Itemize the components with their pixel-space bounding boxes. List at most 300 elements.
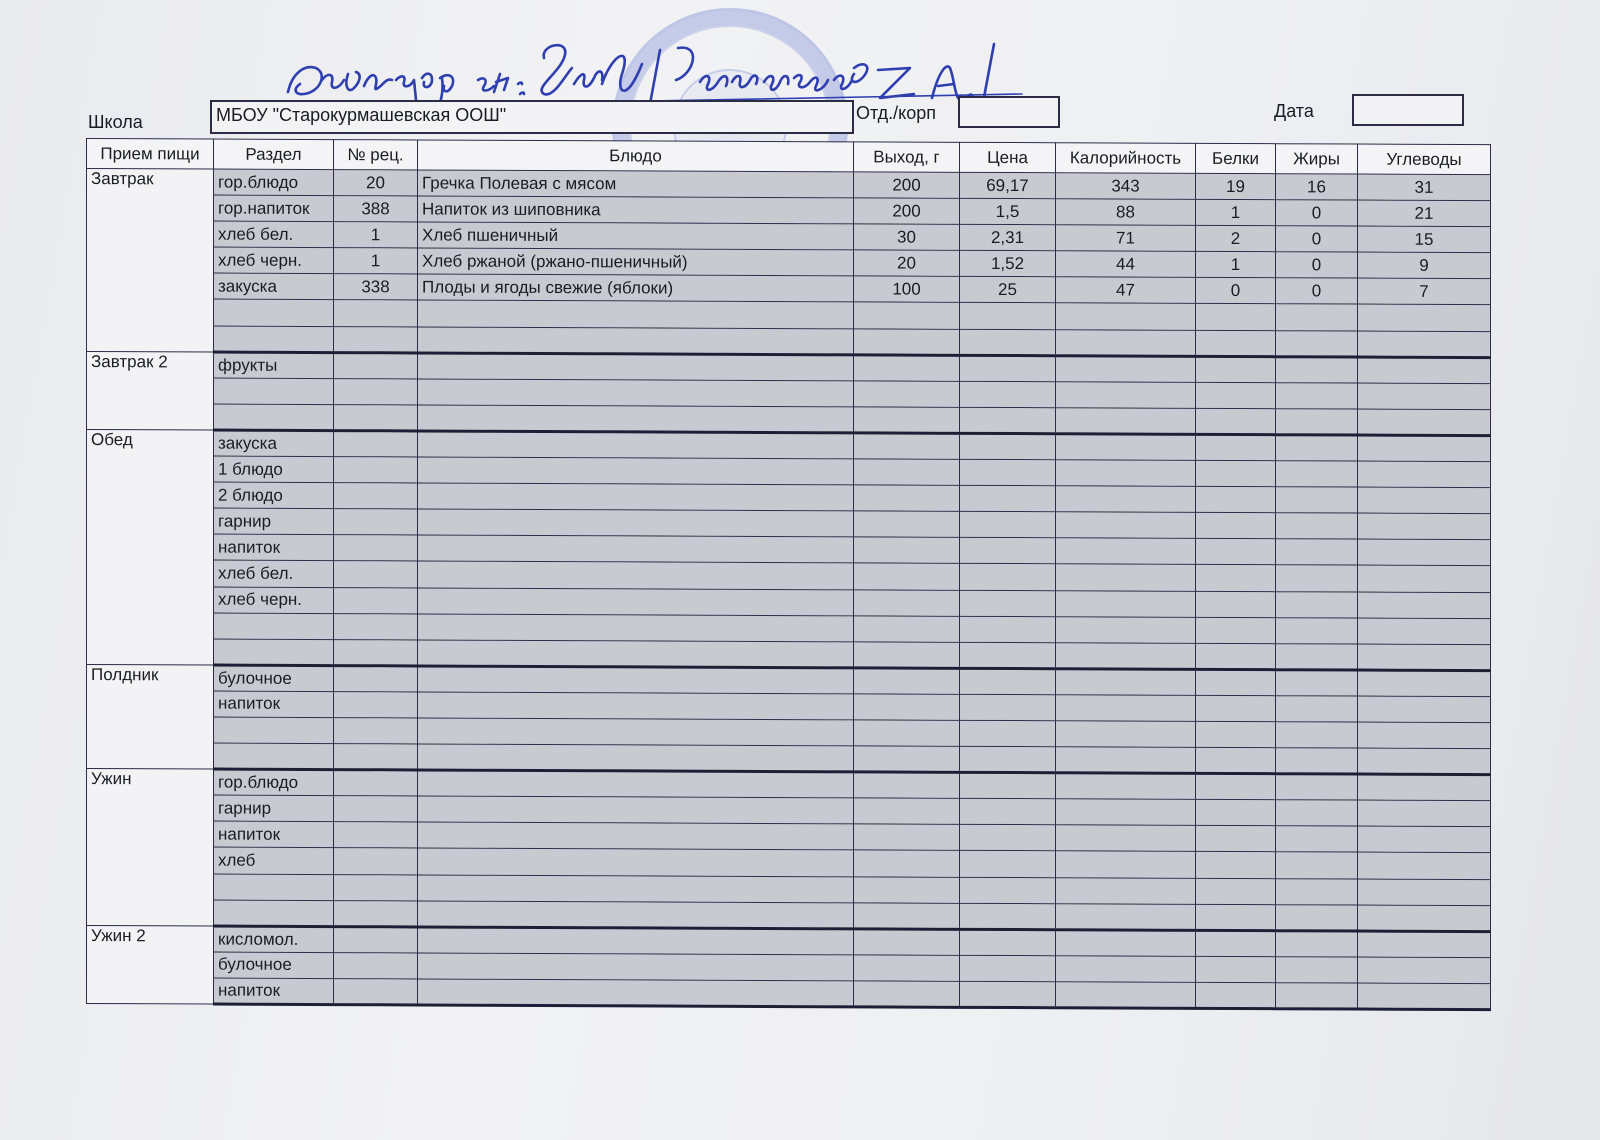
- dish-cell[interactable]: [418, 927, 854, 955]
- recipe-cell[interactable]: 338: [334, 274, 418, 300]
- section-cell[interactable]: гарнир: [214, 508, 334, 535]
- carbs-cell[interactable]: [1358, 696, 1491, 723]
- fat-cell[interactable]: [1276, 930, 1358, 956]
- fat-cell[interactable]: [1276, 304, 1358, 330]
- dish-cell[interactable]: [418, 901, 854, 929]
- recipe-cell[interactable]: [334, 874, 418, 900]
- price-cell[interactable]: [960, 720, 1056, 747]
- fat-cell[interactable]: [1276, 826, 1358, 852]
- recipe-cell[interactable]: [334, 587, 418, 613]
- recipe-cell[interactable]: [334, 978, 418, 1004]
- kcal-cell[interactable]: [1056, 564, 1196, 591]
- fat-cell[interactable]: [1276, 696, 1358, 722]
- yield-cell[interactable]: [854, 537, 960, 564]
- section-cell[interactable]: хлеб: [214, 847, 334, 874]
- protein-cell[interactable]: 1: [1196, 252, 1276, 278]
- yield-cell[interactable]: [854, 981, 960, 1008]
- price-cell[interactable]: [960, 590, 1056, 617]
- kcal-cell[interactable]: [1056, 982, 1196, 1009]
- yield-cell[interactable]: [854, 459, 960, 486]
- yield-cell[interactable]: [854, 824, 960, 851]
- dish-cell[interactable]: Плоды и ягоды свежие (яблоки): [418, 274, 854, 302]
- protein-cell[interactable]: [1196, 565, 1276, 591]
- carbs-cell[interactable]: 9: [1358, 252, 1491, 279]
- yield-cell[interactable]: [854, 694, 960, 721]
- recipe-cell[interactable]: [334, 718, 418, 744]
- fat-cell[interactable]: [1276, 565, 1358, 591]
- recipe-cell[interactable]: 1: [334, 222, 418, 248]
- meal-name-cell: Завтрак 2: [87, 351, 214, 430]
- section-cell[interactable]: 2 блюдо: [214, 482, 334, 509]
- yield-cell[interactable]: [854, 433, 960, 460]
- price-cell[interactable]: 69,17: [960, 172, 1056, 199]
- recipe-cell[interactable]: [334, 665, 418, 691]
- recipe-cell[interactable]: [334, 822, 418, 848]
- recipe-cell[interactable]: [334, 613, 418, 639]
- recipe-cell[interactable]: [334, 352, 418, 378]
- section-cell[interactable]: булочное: [214, 665, 334, 692]
- kcal-cell[interactable]: [1056, 329, 1196, 356]
- protein-cell[interactable]: [1196, 643, 1276, 669]
- carbs-cell[interactable]: [1358, 826, 1491, 853]
- carbs-cell[interactable]: [1358, 774, 1491, 801]
- menu-body: [87, 169, 1491, 1010]
- yield-cell[interactable]: [854, 355, 960, 382]
- carbs-cell[interactable]: [1358, 852, 1491, 879]
- dish-cell[interactable]: [418, 457, 854, 485]
- dish-cell[interactable]: [418, 405, 854, 433]
- section-cell[interactable]: напиток: [214, 534, 334, 561]
- section-cell[interactable]: закуска: [214, 273, 334, 300]
- dish-cell[interactable]: [418, 692, 854, 720]
- kcal-cell[interactable]: [1056, 799, 1196, 826]
- recipe-cell[interactable]: [334, 535, 418, 561]
- kcal-cell[interactable]: [1056, 929, 1196, 956]
- price-cell[interactable]: [960, 668, 1056, 695]
- protein-cell[interactable]: [1196, 356, 1276, 382]
- section-cell[interactable]: хлеб бел.: [214, 221, 334, 248]
- carbs-cell[interactable]: [1358, 670, 1491, 697]
- kcal-cell[interactable]: [1056, 538, 1196, 565]
- carbs-cell[interactable]: 31: [1358, 174, 1491, 201]
- section-cell[interactable]: [214, 613, 334, 640]
- section-cell[interactable]: [214, 404, 334, 431]
- recipe-cell[interactable]: [334, 744, 418, 770]
- protein-cell[interactable]: [1196, 982, 1276, 1008]
- protein-cell[interactable]: [1196, 956, 1276, 982]
- yield-cell[interactable]: [854, 798, 960, 825]
- dish-cell[interactable]: [418, 353, 854, 381]
- protein-cell[interactable]: [1196, 930, 1276, 956]
- yield-cell[interactable]: [854, 668, 960, 695]
- section-cell[interactable]: [214, 717, 334, 744]
- price-cell[interactable]: [960, 955, 1056, 982]
- price-cell[interactable]: [960, 981, 1056, 1008]
- kcal-cell[interactable]: [1056, 669, 1196, 696]
- recipe-cell[interactable]: [334, 926, 418, 952]
- kcal-cell[interactable]: 71: [1056, 225, 1196, 252]
- dish-cell[interactable]: [418, 744, 854, 772]
- dish-cell[interactable]: [418, 874, 854, 902]
- recipe-cell[interactable]: [334, 561, 418, 587]
- fat-cell[interactable]: 0: [1276, 226, 1358, 252]
- col-yield: Выход, г: [854, 142, 960, 172]
- kcal-cell[interactable]: [1056, 408, 1196, 435]
- dish-cell[interactable]: [418, 509, 854, 537]
- dish-cell[interactable]: Напиток из шиповника: [418, 196, 854, 224]
- protein-cell[interactable]: [1196, 669, 1276, 695]
- price-cell[interactable]: 1,52: [960, 251, 1056, 278]
- meal-name-cell: Полдник: [87, 664, 214, 769]
- carbs-cell[interactable]: [1358, 383, 1491, 410]
- recipe-cell[interactable]: [334, 457, 418, 483]
- protein-cell[interactable]: [1196, 826, 1276, 852]
- carbs-cell[interactable]: [1358, 305, 1491, 332]
- col-section: Раздел: [214, 139, 334, 170]
- fat-cell[interactable]: [1276, 409, 1358, 435]
- protein-cell[interactable]: [1196, 539, 1276, 565]
- dish-cell[interactable]: [418, 953, 854, 981]
- kcal-cell[interactable]: [1056, 747, 1196, 774]
- fat-cell[interactable]: [1276, 330, 1358, 356]
- fat-cell[interactable]: [1276, 957, 1358, 983]
- yield-cell[interactable]: [854, 407, 960, 434]
- section-cell[interactable]: 1 блюдо: [214, 456, 334, 483]
- section-cell[interactable]: булочное: [214, 952, 334, 979]
- yield-cell[interactable]: 20: [854, 250, 960, 277]
- fat-cell[interactable]: [1276, 722, 1358, 748]
- fat-cell[interactable]: [1276, 591, 1358, 617]
- dish-cell[interactable]: [418, 796, 854, 824]
- protein-cell[interactable]: [1196, 617, 1276, 643]
- price-cell[interactable]: [960, 903, 1056, 930]
- school-label: Школа: [88, 112, 143, 132]
- kcal-cell[interactable]: [1056, 851, 1196, 878]
- kcal-cell[interactable]: 88: [1056, 199, 1196, 226]
- price-cell[interactable]: [960, 329, 1056, 356]
- price-cell[interactable]: [960, 512, 1056, 539]
- kcal-cell[interactable]: [1056, 642, 1196, 669]
- fat-cell[interactable]: [1276, 539, 1358, 565]
- carbs-cell[interactable]: [1358, 879, 1491, 906]
- price-cell[interactable]: [960, 433, 1056, 460]
- yield-cell[interactable]: [854, 511, 960, 538]
- section-cell[interactable]: напиток: [214, 821, 334, 848]
- kcal-cell[interactable]: [1056, 486, 1196, 513]
- kcal-cell[interactable]: 47: [1056, 277, 1196, 304]
- protein-cell[interactable]: [1196, 721, 1276, 747]
- col-meal: Прием пищи: [87, 139, 214, 170]
- price-cell[interactable]: [960, 355, 1056, 382]
- dish-cell[interactable]: [418, 614, 854, 642]
- fat-cell[interactable]: [1276, 461, 1358, 487]
- protein-cell[interactable]: [1196, 330, 1276, 356]
- kcal-cell[interactable]: [1056, 434, 1196, 461]
- section-cell[interactable]: гор.напиток: [214, 195, 334, 222]
- yield-cell[interactable]: [854, 746, 960, 773]
- dish-cell[interactable]: Хлеб ржаной (ржано-пшеничный): [418, 248, 854, 276]
- price-cell[interactable]: [960, 851, 1056, 878]
- dish-cell[interactable]: [418, 561, 854, 589]
- dish-cell[interactable]: Хлеб пшеничный: [418, 222, 854, 250]
- protein-cell[interactable]: [1196, 486, 1276, 512]
- protein-cell[interactable]: [1196, 382, 1276, 408]
- meal-name-cell: Завтрак: [87, 169, 214, 352]
- kcal-cell[interactable]: [1056, 721, 1196, 748]
- protein-cell[interactable]: [1196, 695, 1276, 721]
- dish-cell[interactable]: [418, 822, 854, 850]
- protein-cell[interactable]: [1196, 434, 1276, 460]
- section-cell[interactable]: хлеб черн.: [214, 587, 334, 614]
- dish-cell[interactable]: Гречка Полевая с мясом: [418, 170, 854, 198]
- price-cell[interactable]: [960, 407, 1056, 434]
- recipe-cell[interactable]: [334, 900, 418, 926]
- fat-cell[interactable]: [1276, 852, 1358, 878]
- recipe-cell[interactable]: [334, 431, 418, 457]
- recipe-cell[interactable]: 1: [334, 248, 418, 274]
- protein-cell[interactable]: [1196, 408, 1276, 434]
- recipe-cell[interactable]: [334, 639, 418, 665]
- fat-cell[interactable]: 0: [1276, 278, 1358, 304]
- school-field[interactable]: МБОУ "Старокурмашевская ООШ": [210, 100, 854, 134]
- recipe-cell[interactable]: [334, 509, 418, 535]
- carbs-cell[interactable]: [1358, 409, 1491, 436]
- fat-cell[interactable]: 0: [1276, 200, 1358, 226]
- price-cell[interactable]: [960, 877, 1056, 904]
- carbs-cell[interactable]: [1358, 644, 1491, 671]
- kcal-cell[interactable]: [1056, 512, 1196, 539]
- fat-cell[interactable]: [1276, 904, 1358, 930]
- section-cell[interactable]: фрукты: [214, 352, 334, 379]
- carbs-cell[interactable]: [1358, 592, 1491, 619]
- price-cell[interactable]: [960, 825, 1056, 852]
- protein-cell[interactable]: [1196, 904, 1276, 930]
- fat-cell[interactable]: [1276, 983, 1358, 1009]
- price-cell[interactable]: 25: [960, 277, 1056, 304]
- dish-cell[interactable]: [418, 431, 854, 459]
- section-cell[interactable]: закуска: [214, 430, 334, 457]
- protein-cell[interactable]: 2: [1196, 226, 1276, 252]
- section-cell[interactable]: напиток: [214, 978, 334, 1005]
- fat-cell[interactable]: [1276, 800, 1358, 826]
- carbs-cell[interactable]: 7: [1358, 278, 1491, 305]
- section-cell[interactable]: [214, 300, 334, 327]
- protein-cell[interactable]: 19: [1196, 173, 1276, 199]
- section-cell[interactable]: гор.блюдо: [214, 169, 334, 196]
- section-cell[interactable]: [214, 639, 334, 666]
- kcal-cell[interactable]: [1056, 903, 1196, 930]
- fat-cell[interactable]: [1276, 487, 1358, 513]
- yield-cell[interactable]: [854, 615, 960, 642]
- recipe-cell[interactable]: [334, 770, 418, 796]
- kcal-cell[interactable]: [1056, 303, 1196, 330]
- section-cell[interactable]: хлеб бел.: [214, 560, 334, 587]
- protein-cell[interactable]: [1196, 852, 1276, 878]
- yield-cell[interactable]: [854, 563, 960, 590]
- dish-cell[interactable]: [418, 979, 854, 1007]
- fat-cell[interactable]: [1276, 669, 1358, 695]
- kcal-cell[interactable]: [1056, 956, 1196, 983]
- carbs-cell[interactable]: [1358, 722, 1491, 749]
- recipe-cell[interactable]: [334, 848, 418, 874]
- dish-cell[interactable]: [418, 640, 854, 668]
- dish-cell[interactable]: [418, 483, 854, 511]
- price-cell[interactable]: 2,31: [960, 224, 1056, 251]
- protein-cell[interactable]: 0: [1196, 278, 1276, 304]
- protein-cell[interactable]: [1196, 513, 1276, 539]
- recipe-cell[interactable]: [334, 796, 418, 822]
- kcal-cell[interactable]: [1056, 355, 1196, 382]
- price-cell[interactable]: [960, 485, 1056, 512]
- dish-cell[interactable]: [418, 587, 854, 615]
- yield-cell[interactable]: [854, 876, 960, 903]
- section-cell[interactable]: кисломол.: [214, 926, 334, 953]
- recipe-cell[interactable]: [334, 691, 418, 717]
- kcal-cell[interactable]: 44: [1056, 251, 1196, 278]
- protein-cell[interactable]: [1196, 773, 1276, 799]
- fat-cell[interactable]: [1276, 878, 1358, 904]
- yield-cell[interactable]: 30: [854, 224, 960, 251]
- protein-cell[interactable]: [1196, 800, 1276, 826]
- carbs-cell[interactable]: [1358, 905, 1491, 932]
- section-cell[interactable]: хлеб черн.: [214, 247, 334, 274]
- recipe-cell[interactable]: [334, 326, 418, 352]
- protein-cell[interactable]: [1196, 460, 1276, 486]
- fat-cell[interactable]: [1276, 435, 1358, 461]
- price-cell[interactable]: 1,5: [960, 198, 1056, 225]
- dish-cell[interactable]: [418, 327, 854, 355]
- price-cell[interactable]: [960, 929, 1056, 956]
- price-cell[interactable]: [960, 642, 1056, 669]
- yield-cell[interactable]: [854, 720, 960, 747]
- dish-cell[interactable]: [418, 379, 854, 407]
- carbs-cell[interactable]: [1358, 513, 1491, 540]
- yield-cell[interactable]: 100: [854, 276, 960, 303]
- yield-cell[interactable]: 200: [854, 198, 960, 225]
- kcal-cell[interactable]: [1056, 773, 1196, 800]
- protein-cell[interactable]: [1196, 304, 1276, 330]
- fat-cell[interactable]: 16: [1276, 174, 1358, 200]
- section-cell[interactable]: гор.блюдо: [214, 769, 334, 796]
- price-cell[interactable]: [960, 746, 1056, 773]
- yield-cell[interactable]: [854, 955, 960, 982]
- price-cell[interactable]: [960, 799, 1056, 826]
- recipe-cell[interactable]: [334, 300, 418, 326]
- yield-cell[interactable]: [854, 902, 960, 929]
- carbs-cell[interactable]: [1358, 565, 1491, 592]
- kcal-cell[interactable]: [1056, 616, 1196, 643]
- protein-cell[interactable]: [1196, 878, 1276, 904]
- kcal-cell[interactable]: [1056, 825, 1196, 852]
- dish-cell[interactable]: [418, 848, 854, 876]
- carbs-cell[interactable]: 21: [1358, 200, 1491, 227]
- yield-cell[interactable]: [854, 381, 960, 408]
- kcal-cell[interactable]: [1056, 590, 1196, 617]
- carbs-cell[interactable]: [1358, 748, 1491, 775]
- col-fat: Жиры: [1276, 144, 1358, 174]
- carbs-cell[interactable]: [1358, 800, 1491, 827]
- dish-cell[interactable]: [418, 770, 854, 798]
- price-cell[interactable]: [960, 303, 1056, 330]
- yield-cell[interactable]: [854, 485, 960, 512]
- carbs-cell[interactable]: [1358, 618, 1491, 645]
- section-cell[interactable]: гарнир: [214, 795, 334, 822]
- protein-cell[interactable]: [1196, 591, 1276, 617]
- kcal-cell[interactable]: [1056, 695, 1196, 722]
- price-cell[interactable]: [960, 459, 1056, 486]
- yield-cell[interactable]: 200: [854, 172, 960, 199]
- price-cell[interactable]: [960, 381, 1056, 408]
- yield-cell[interactable]: [854, 302, 960, 329]
- carbs-cell[interactable]: [1358, 931, 1491, 958]
- kcal-cell[interactable]: [1056, 381, 1196, 408]
- section-cell[interactable]: [214, 326, 334, 353]
- recipe-cell[interactable]: 388: [334, 196, 418, 222]
- carbs-cell[interactable]: [1358, 487, 1491, 514]
- fat-cell[interactable]: [1276, 774, 1358, 800]
- carbs-cell[interactable]: [1358, 539, 1491, 566]
- carbs-cell[interactable]: 15: [1358, 226, 1491, 253]
- dish-cell[interactable]: [418, 300, 854, 328]
- dept-field[interactable]: [958, 96, 1060, 128]
- yield-cell[interactable]: [854, 929, 960, 956]
- carbs-cell[interactable]: [1358, 331, 1491, 358]
- protein-cell[interactable]: 1: [1196, 199, 1276, 225]
- date-field[interactable]: [1352, 94, 1464, 126]
- fat-cell[interactable]: [1276, 513, 1358, 539]
- dish-cell[interactable]: [418, 718, 854, 746]
- carbs-cell[interactable]: [1358, 357, 1491, 384]
- kcal-cell[interactable]: [1056, 877, 1196, 904]
- fat-cell[interactable]: [1276, 643, 1358, 669]
- kcal-cell[interactable]: 343: [1056, 173, 1196, 200]
- yield-cell[interactable]: [854, 328, 960, 355]
- carbs-cell[interactable]: [1358, 983, 1491, 1010]
- section-cell[interactable]: [214, 743, 334, 770]
- recipe-cell[interactable]: 20: [334, 170, 418, 196]
- yield-cell[interactable]: [854, 589, 960, 616]
- dish-cell[interactable]: [418, 666, 854, 694]
- carbs-cell[interactable]: [1358, 957, 1491, 984]
- carbs-cell[interactable]: [1358, 435, 1491, 462]
- section-cell[interactable]: напиток: [214, 691, 334, 718]
- dish-cell[interactable]: [418, 535, 854, 563]
- recipe-cell[interactable]: [334, 483, 418, 509]
- price-cell[interactable]: [960, 564, 1056, 591]
- fat-cell[interactable]: [1276, 617, 1358, 643]
- recipe-cell[interactable]: [334, 378, 418, 404]
- fat-cell[interactable]: [1276, 748, 1358, 774]
- fat-cell[interactable]: [1276, 356, 1358, 382]
- protein-cell[interactable]: [1196, 747, 1276, 773]
- price-cell[interactable]: [960, 694, 1056, 721]
- price-cell[interactable]: [960, 616, 1056, 643]
- fat-cell[interactable]: [1276, 382, 1358, 408]
- fat-cell[interactable]: 0: [1276, 252, 1358, 278]
- recipe-cell[interactable]: [334, 952, 418, 978]
- recipe-cell[interactable]: [334, 404, 418, 430]
- yield-cell[interactable]: [854, 850, 960, 877]
- section-cell[interactable]: [214, 874, 334, 901]
- kcal-cell[interactable]: [1056, 460, 1196, 487]
- carbs-cell[interactable]: [1358, 461, 1491, 488]
- price-cell[interactable]: [960, 538, 1056, 565]
- yield-cell[interactable]: [854, 772, 960, 799]
- yield-cell[interactable]: [854, 642, 960, 669]
- price-cell[interactable]: [960, 772, 1056, 799]
- section-cell[interactable]: [214, 378, 334, 405]
- section-cell[interactable]: [214, 900, 334, 927]
